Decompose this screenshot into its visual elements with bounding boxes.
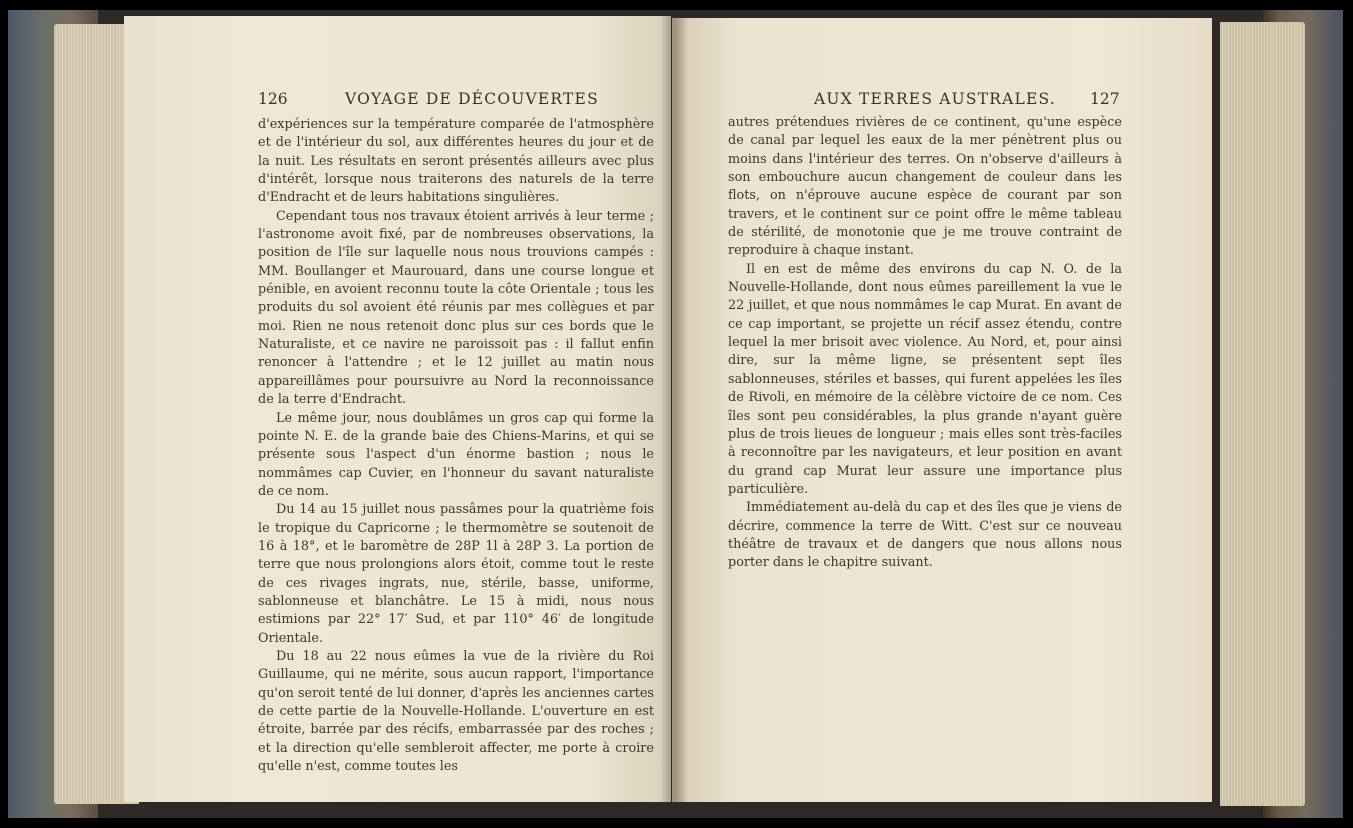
book-gutter <box>660 16 688 802</box>
running-head: VOYAGE DE DÉCOUVERTES <box>345 90 599 108</box>
paragraph: Du 18 au 22 nous eûmes la vue de la rivière du Roi Guillaume, qui ne mérite, sous aucun rapport, l'importance qu'on seroit tenté de lui donner, d'après les anciennes cartes de cette partie de la Nouvelle-Hollande. L'ouverture en est étroite, barrée par des récifs, embarrassée par des roches ; et la direction qu'elle sembleroit affecter, me porte à croire qu'elle n'est, comme toutes les <box>258 648 654 775</box>
right-page <box>672 18 1212 802</box>
page-number: 127 <box>1090 90 1120 108</box>
page-number: 126 <box>258 90 288 108</box>
left-text-block <box>258 116 654 776</box>
paragraph: Du 14 au 15 juillet nous passâmes pour la quatrième fois le tropique du Capricorne ; le thermomètre se soutenoit de 16 à 18°, et le baromètre de 28P 1l à 28P 3. La portion de terre que nous prolongions alors étoit, comme tout le reste de ces rivages ingrats, nue, stérile, basse, uniforme, sablonneuse et blanchâtre. Le 15 à midi, nous nous estimions par 22° 17′ Sud, et par 110° 46′ de longitude Orientale. <box>258 502 654 646</box>
paragraph: Immédiatement au-delà du cap et des îles que je viens de décrire, commence la terre de Witt. C'est sur ce nouveau théâtre de travaux et de dangers que nous allons nous porter dans le chapitre suivant. <box>728 500 1122 571</box>
paragraph: autres prétendues rivières de ce continent, qu'une espèce de canal par lequel les eaux de la mer pénètrent plus ou moins dans l'intérieur des terres. On n'observe d'ailleurs à son embouchure aucun changement de couleur dans les flots, on n'éprouve aucune espèce de courant par son travers, et le continent sur ce point offre le même tableau de stérilité, de monotonie que je me trouve contraint de reproduire à chaque instant. <box>728 115 1122 259</box>
right-text-block <box>728 114 1122 573</box>
paragraph: Le même jour, nous doublâmes un gros cap qui forme la pointe N. E. de la grande baie des Chiens-Marins, et qui se présente sous l'aspect d'un énorme bastion ; nous le nommâmes cap Cuvier, en l'honneur du savant naturaliste de ce nom. <box>258 410 654 499</box>
paragraph: d'expériences sur la température comparée de l'atmosphère et de l'intérieur du sol, aux différentes heures du jour et de la nuit. Les résultats en seront présentés ailleurs avec plus d'intérêt, lorsque nous traiterons des naturels de la terre d'Endracht et de leurs habitations singulières. <box>258 117 654 206</box>
paragraph: Il en est de même des environs du cap N. O. de la Nouvelle-Hollande, dont nous eûmes pareillement la vue le 22 juillet, et que nous nommâmes le cap Murat. En avant de ce cap important, se projette un récif assez étendu, contre lequel la mer brisoit avec violence. Au Nord, et, pour ainsi dire, sur la même ligne, se présentent sept îles sablonneuses, stériles et basses, qui furent appelées les îles de Rivoli, en mémoire de la célèbre victoire de ce nom. Ces îles sont peu considérables, la plus grande n'ayant guère plus de trois lieues de longueur ; mais elles sont très-faciles à reconnoître par les navigateurs, et leur position en avant du grand cap Murat leur assure une importance plus particulière. <box>728 261 1122 497</box>
page-edges-right <box>1220 22 1305 806</box>
paragraph: Cependant tous nos travaux étoient arrivés à leur terme ; l'astronome avoit fixé, par de nombreuses observations, la position de l'île sur laquelle nous nous trouvions campés : MM. Boullanger et Maurouard, dans une course longue et pénible, en avoient reconnu toute la côte Orientale ; tous les produits du sol avoient été réunis par mes collègues et par moi. Rien ne nous retenoit donc plus sur ces bords que le Naturaliste, et ce navire ne paroissoit pas : il fallut enfin renoncer à l'attendre ; et le 12 juillet au matin nous appareillâmes pour poursuivre au Nord la reconnoissance de la terre d'Endracht. <box>258 208 654 408</box>
running-head: AUX TERRES AUSTRALES. <box>814 90 1056 108</box>
left-page <box>124 16 671 802</box>
